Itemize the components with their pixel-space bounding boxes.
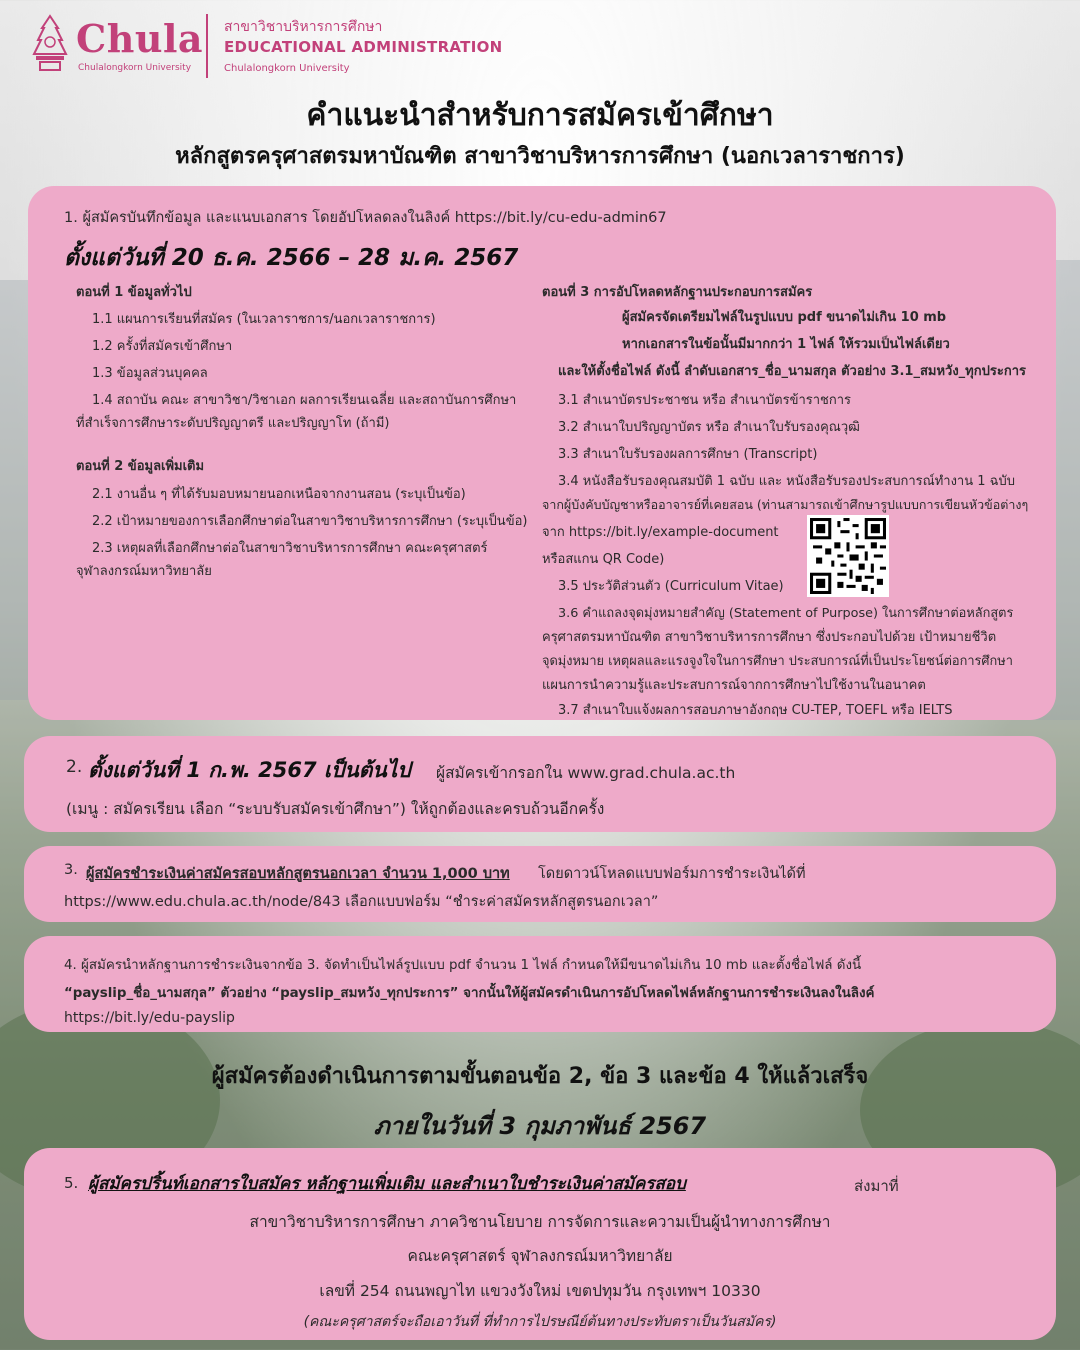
part3-item: จากผู้บังคับบัญชาหรืออาจารย์ที่เคยสอน (ท่านสามารถเข้าศึกษารูปแบบการเขียนหัวข้อต่างๆ	[542, 497, 1029, 512]
part2-item: 2.2 เป้าหมายของการเลือกศึกษาต่อในสาขาวิชาบริหารการศึกษา (ระบุเป็นข้อ)	[92, 514, 528, 529]
part3-note: และให้ตั้งชื่อไฟล์ ดังนี้ ลำดับเอกสาร_ชื่อ_นามสกุล ตัวอย่าง 3.1_สมหวัง_ทุกประการ	[558, 364, 1026, 379]
step2-rest: ผู้สมัครเข้ากรอกใน www.grad.chula.ac.th	[436, 764, 736, 782]
step3-number: 3.	[64, 862, 78, 878]
step4-line3: https://bit.ly/edu-payslip	[64, 1010, 235, 1026]
logo-wordmark: Chula	[76, 16, 204, 61]
step4-line2: “payslip_ชื่อ_นามสกุล” ตัวอย่าง “payslip_สมหวัง_ทุกประการ” จากนั้นให้ผู้สมัครดำเนินการอัปโหลดไฟล์หลักฐานการชำระเงินลงในลิงค์	[64, 986, 875, 1001]
step5-address3: เลขที่ 254 ถนนพญาไท แขวงวังใหม่ เขตปทุมวัน กรุงเทพฯ 10330	[319, 1282, 761, 1300]
part3-item: ครุศาสตรมหาบัณฑิต สาขาวิชาบริหารการศึกษา ซึ่งประกอบไปด้วย เป้าหมายชีวิต	[542, 630, 997, 645]
qr-code-icon[interactable]	[807, 515, 889, 597]
step5-address1: สาขาวิชาบริหารการศึกษา ภาควิชานโยบาย การจัดการและความเป็นผู้นำทางการศึกษา	[249, 1213, 831, 1231]
part1-item: 1.2 ครั้งที่สมัครเข้าศึกษา	[92, 339, 233, 354]
step2-date: ตั้งแต่วันที่ 1 ก.พ. 2567 เป็นต้นไป	[88, 758, 411, 782]
part2-item: จุฬาลงกรณ์มหาวิทยาลัย	[76, 564, 212, 579]
part3-item: จุดมุ่งหมาย เหตุผลและแรงจูงใจในการศึกษา ประสบการณ์ที่เป็นประโยชน์ต่อการศึกษา	[542, 654, 1013, 669]
deadline-line2: ภายในวันที่ 3 กุมภาพันธ์ 2567	[373, 1112, 707, 1140]
part3-item: หรือสแกน QR Code)	[542, 552, 665, 567]
department-english: EDUCATIONAL ADMINISTRATION	[224, 38, 503, 56]
step1-date-range: ตั้งแต่วันที่ 20 ธ.ค. 2566 – 28 ม.ค. 2567	[64, 245, 519, 271]
part3-item: 3.6 คำแถลงจุดมุ่งหมายสำคัญ (Statement of Purpose) ในการศึกษาต่อหลักสูตร	[558, 606, 1014, 621]
deadline-line1: ผู้สมัครต้องดำเนินการตามขั้นตอนข้อ 2, ข้อ 3 และข้อ 4 ให้แล้วเสร็จ	[211, 1064, 869, 1089]
part3-item: 3.5 ประวัติส่วนตัว (Curriculum Vitae)	[558, 579, 784, 594]
step5-address2: คณะครุศาสตร์ จุฬาลงกรณ์มหาวิทยาลัย	[407, 1247, 673, 1265]
step5-number: 5.	[64, 1174, 79, 1192]
step3-line2: https://www.edu.chula.ac.th/node/843 เลือกแบบฟอร์ม “ชำระค่าสมัครหลักสูตรนอกเวลา”	[64, 894, 659, 910]
part3-item: 3.7 สำเนาใบแจ้งผลการสอบภาษาอังกฤษ CU-TEP, TOEFL หรือ IELTS	[558, 703, 953, 718]
step2-line2: (เมนู : สมัครเรียน เลือก “ระบบรับสมัครเข้าศึกษา”) ให้ถูกต้องและครบถ้วนอีกครั้ง	[66, 800, 605, 818]
logo-subtitle: Chulalongkorn University	[78, 63, 192, 73]
part3-item: 3.4 หนังสือรับรองคุณสมบัติ 1 ฉบับ และ หนังสือรับรองประสบการณ์ทำงาน 1 ฉบับ	[558, 474, 1015, 489]
step5-note: (คณะครุศาสตร์จะถือเอาวันที่ ที่ทำการไปรษณีย์ต้นทางประทับตราเป็นวันสมัคร)	[303, 1314, 777, 1330]
part1-item: ที่สำเร็จการศึกษาระดับปริญญาตรี และปริญญาโท (ถ้ามี)	[76, 416, 390, 431]
part3-note: หากเอกสารในข้อนั้นมีมากกว่า 1 ไฟล์ ให้รวมเป็นไฟล์เดียว	[622, 337, 950, 352]
department-thai: สาขาวิชาบริหารการศึกษา	[224, 19, 383, 35]
part3-item: จาก https://bit.ly/example-document	[542, 525, 779, 540]
part1-item: 1.3 ข้อมูลส่วนบุคคล	[92, 366, 208, 381]
page-title: คำแนะนำสำหรับการสมัครเข้าศึกษา	[306, 98, 774, 133]
part2-item: 2.1 งานอื่น ๆ ที่ได้รับมอบหมายนอกเหนือจากงานสอน (ระบุเป็นข้อ)	[92, 487, 466, 502]
chula-seal-icon	[28, 14, 72, 74]
part3-item: แผนการนำความรู้และประสบการณ์จากการศึกษาไปใช้งานในอนาคต	[542, 678, 926, 693]
part3-heading: ตอนที่ 3 การอัปโหลดหลักฐานประกอบการสมัคร	[542, 285, 813, 300]
step4-line1: 4. ผู้สมัครนำหลักฐานการชำระเงินจากข้อ 3. จัดทำเป็นไฟล์รูปแบบ pdf จำนวน 1 ไฟล์ กำหนดให้มีขนาดไม่เกิน 10 mb และตั้งชื่อไฟล์ ดังนี้	[64, 958, 862, 973]
part1-item: 1.1 แผนการเรียนที่สมัคร (ในเวลาราชการ/นอกเวลาราชการ)	[92, 312, 436, 327]
part3-item: 3.1 สำเนาบัตรประชาชน หรือ สำเนาบัตรข้าราชการ	[558, 393, 852, 408]
part3-item: 3.2 สำเนาใบปริญญาบัตร หรือ สำเนาใบรับรองคุณวุฒิ	[558, 420, 860, 435]
step3-emphasis: ผู้สมัครชำระเงินค่าสมัครสอบหลักสูตรนอกเวลา จำนวน 1,000 บาท	[86, 866, 510, 882]
part2-heading: ตอนที่ 2 ข้อมูลเพิ่มเติม	[76, 459, 205, 474]
header-divider	[206, 14, 208, 78]
step3-rest: โดยดาวน์โหลดแบบฟอร์มการชำระเงินได้ที่	[538, 866, 806, 882]
step1-intro: 1. ผู้สมัครบันทึกข้อมูล และแนบเอกสาร โดยอัปโหลดลงในลิงค์ https://bit.ly/cu-edu-admin67	[64, 210, 667, 226]
step5-emphasis: ผู้สมัครปริ้นท์เอกสารใบสมัคร หลักฐานเพิ่มเติม และสำเนาใบชำระเงินค่าสมัครสอบ	[88, 1174, 686, 1194]
page-subtitle: หลักสูตรครุศาสตรมหาบัณฑิต สาขาวิชาบริหารการศึกษา (นอกเวลาราชการ)	[175, 144, 905, 169]
part1-item: 1.4 สถาบัน คณะ สาขาวิชา/วิชาเอก ผลการเรียนเฉลี่ย และสถาบันการศึกษา	[92, 393, 517, 408]
part2-item: 2.3 เหตุผลที่เลือกศึกษาต่อในสาขาวิชาบริหารการศึกษา คณะครุศาสตร์	[92, 541, 488, 556]
department-university: Chulalongkorn University	[224, 63, 350, 74]
part3-note: ผู้สมัครจัดเตรียมไฟล์ในรูปแบบ pdf ขนาดไม่เกิน 10 mb	[622, 310, 947, 325]
qr-code-graphic	[810, 518, 886, 594]
step5-rest: ส่งมาที่	[854, 1177, 899, 1195]
part3-item: 3.3 สำเนาใบรับรองผลการศึกษา (Transcript)	[558, 447, 818, 462]
part1-heading: ตอนที่ 1 ข้อมูลทั่วไป	[76, 285, 192, 300]
step2-number: 2.	[66, 757, 83, 777]
header	[28, 14, 508, 80]
